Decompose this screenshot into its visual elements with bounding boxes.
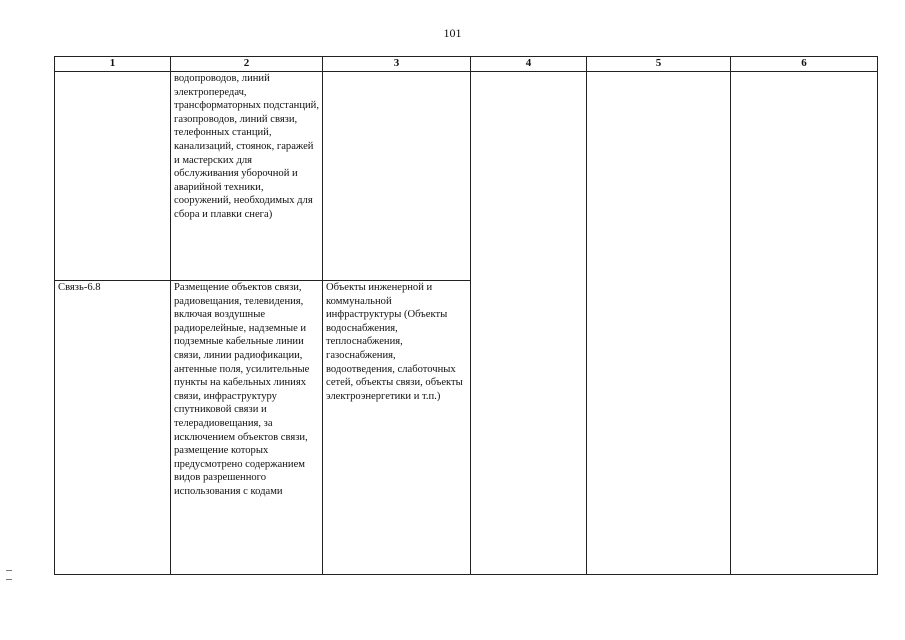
row-1-objects bbox=[323, 72, 471, 281]
row-2-col-4 bbox=[471, 281, 587, 575]
row-2-code: Связь-6.8 bbox=[55, 281, 171, 575]
header-col-4: 4 bbox=[471, 57, 587, 72]
row-2-col-5 bbox=[587, 281, 731, 575]
header-col-3: 3 bbox=[323, 57, 471, 72]
land-use-table bbox=[54, 56, 878, 575]
row-2-description: Размещение объектов связи, радиовещания, телевидения, включая воздушные радиорелейные, надземные и подземные кабельные линии связи, линии радиофикации, антенные поля, усилительные пункты на кабельных линиях связи, инфраструктуру спутниковой связи и телерадиовещания, за исключением объектов связи, размещение которых предусмотрено содержанием видов разрешенного использования с кодами bbox=[171, 281, 323, 575]
row-1-col-5 bbox=[587, 72, 731, 281]
header-col-2: 2 bbox=[171, 57, 323, 72]
header-col-5: 5 bbox=[587, 57, 731, 72]
row-1-col-4 bbox=[471, 72, 587, 281]
table-row bbox=[55, 281, 878, 575]
page-number: 101 bbox=[443, 26, 462, 40]
row-2-objects: Объекты инженерной и коммунальной инфраструктуры (Объекты водоснабжения, теплоснабжения, газоснабжения, водоотведения, слаботочных сетей, объекты связи, объекты электроэнергетики и т.п.) bbox=[323, 281, 471, 575]
header-row bbox=[55, 57, 878, 72]
row-1-description: водопроводов, линий электропередач, трансформаторных подстанций, газопроводов, линий связи, телефонных станций, канализаций, стоянок, гаражей и мастерских для обслуживания уборочной и аварийной техники, сооружений, необходимых для сбора и плавки снега) bbox=[171, 72, 323, 281]
row-1-col-6 bbox=[731, 72, 878, 281]
scan-edge-mark bbox=[6, 570, 12, 580]
header-col-6: 6 bbox=[731, 57, 878, 72]
row-1-code bbox=[55, 72, 171, 281]
row-2-col-6 bbox=[731, 281, 878, 575]
table-row bbox=[55, 72, 878, 281]
header-col-1: 1 bbox=[55, 57, 171, 72]
